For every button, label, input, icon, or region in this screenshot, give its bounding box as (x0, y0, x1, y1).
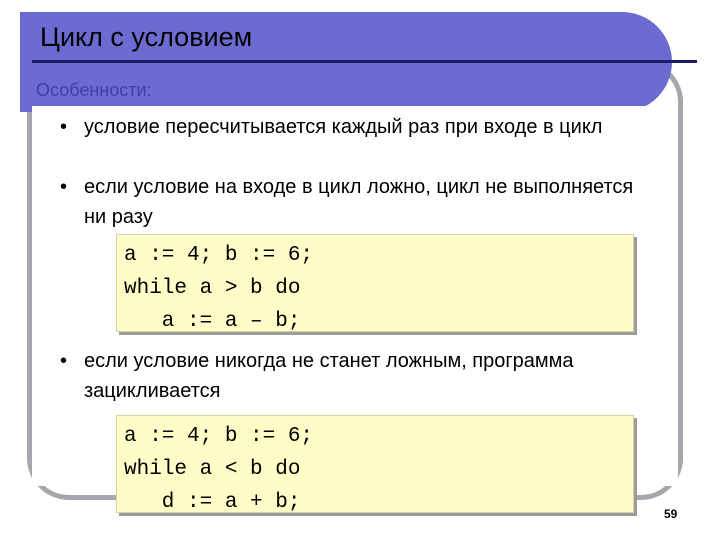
code-block (116, 234, 634, 332)
section-subtitle: Особенности: (36, 80, 152, 100)
bullet-item (60, 346, 685, 406)
code-line: a := 4; b := 6; (124, 425, 314, 448)
bullet-marker: • (60, 176, 68, 198)
code-line: while a > b do (124, 277, 301, 300)
bullet-text: если условие на входе в цикл ложно, цикл не выполняется ни разу (84, 176, 634, 228)
bullet-text: условие пересчитывается каждый раз при входе в цикл (84, 116, 603, 138)
title-underline (32, 60, 697, 63)
page-number: 59 (664, 507, 678, 521)
code-line: d := a + b; (124, 491, 301, 514)
bullet-marker: • (60, 350, 68, 372)
code-line: a := a – b; (124, 310, 301, 333)
bullet-item (60, 172, 640, 232)
bullet-text: если условие никогда не станет ложным, программа зацикливается (84, 350, 574, 402)
bullet-item (60, 112, 660, 142)
slide-title: Цикл с условием (40, 22, 253, 52)
code-block (116, 415, 634, 513)
bullet-marker: • (60, 116, 68, 138)
code-line: a := 4; b := 6; (124, 244, 314, 267)
code-line: while a < b do (124, 458, 301, 481)
